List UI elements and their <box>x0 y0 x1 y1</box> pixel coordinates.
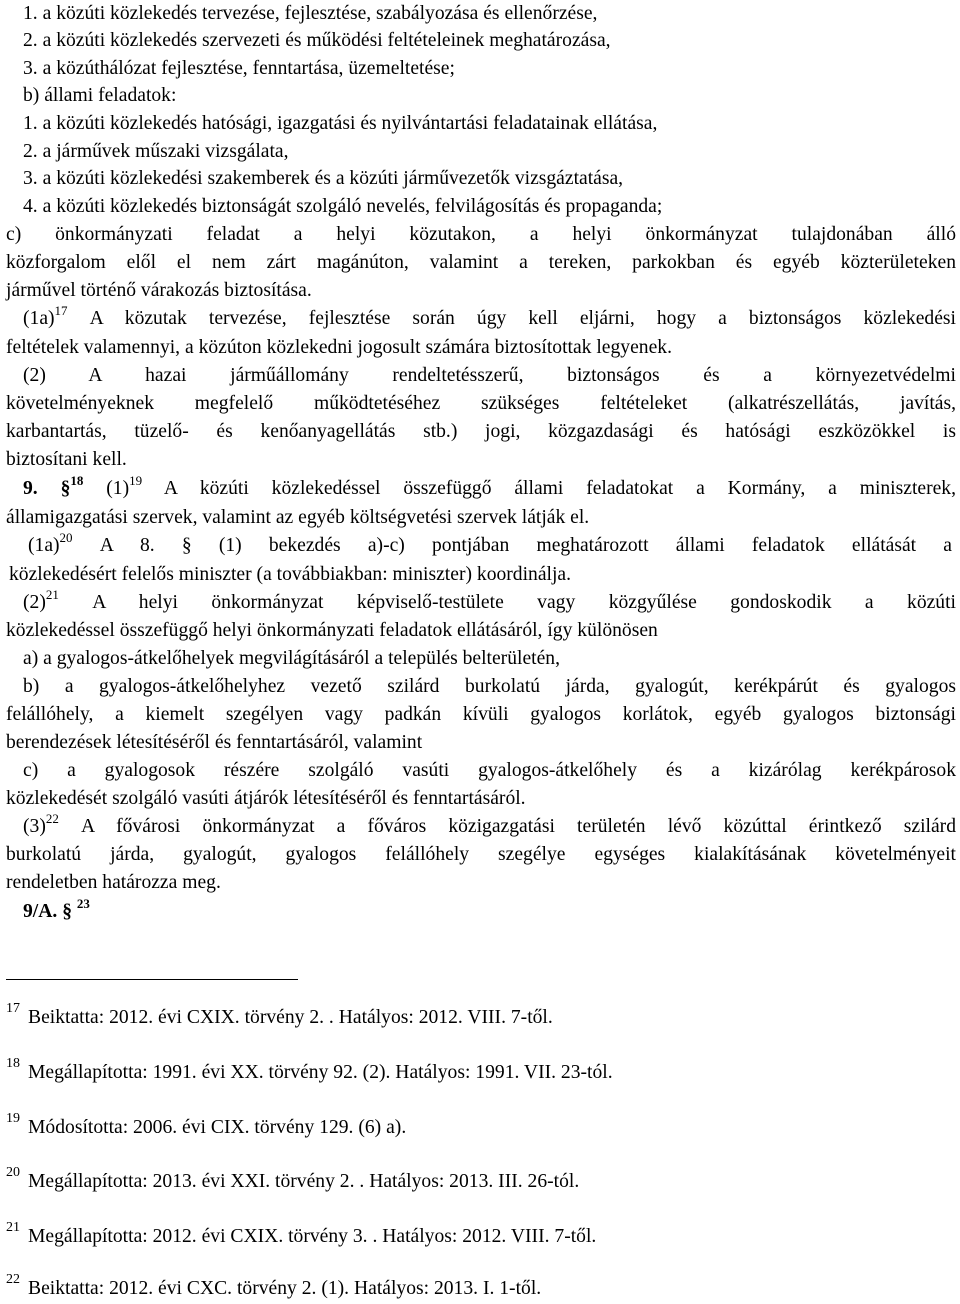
footnote-text: Megállapította: 2012. évi CXIX. törvény 3. . Hatályos: 2012. VIII. 7-től. <box>28 1226 597 1247</box>
footnote-19 <box>6 1113 406 1143</box>
footnote-18 <box>6 1058 613 1088</box>
section-9-2-text: A helyi önkormányzat képviselő-testülete vagy közgyűlése gondoskodik a közúti <box>92 592 956 613</box>
section-9-2-item-a: a) a gyalogos-átkelőhelyek megvilágításáról a település belterületén, <box>23 648 560 669</box>
section-9-1a-label: (1a) <box>28 535 60 556</box>
section-9-1a-text: A 8. § (1) bekezdés a)-c) pontjában meghatározott állami feladatok ellátását a <box>99 535 952 556</box>
section-9-2-label: (2) <box>23 592 46 613</box>
footnote-ref-21[interactable]: 21 <box>45 587 59 603</box>
list-item-b1: 1. a közúti közlekedés hatósági, igazgatási és nyilvántartási feladatainak ellátása, <box>23 113 658 134</box>
footnote-number: 21 <box>6 1220 20 1236</box>
footnote-number: 19 <box>6 1111 20 1127</box>
paragraph-2-line-3: karbantartás, tüzelő- és kenőanyagellátás stb.) jogi, közgazdasági és hatósági eszközökkel is <box>6 421 956 442</box>
section-9-line-2: államigazgatási szervek, valamint az egyéb költségvetési szervek látják el. <box>6 507 590 528</box>
section-sign: § <box>60 478 71 499</box>
footnote-ref-18[interactable]: 18 <box>70 473 84 489</box>
footnote-ref-23[interactable]: 23 <box>76 896 90 912</box>
section-9-3-label: (3) <box>23 816 46 837</box>
section-sign: § <box>62 901 72 922</box>
footnote-number: 22 <box>6 1272 20 1288</box>
footnote-ref-17[interactable]: 17 <box>54 303 68 319</box>
footnote-ref-22[interactable]: 22 <box>45 811 59 827</box>
list-item-a3: 3. a közúthálózat fejlesztése, fenntartása, üzemeltetése; <box>23 58 455 79</box>
footnote-17 <box>6 1003 553 1033</box>
list-item-b3: 3. a közúti közlekedési szakemberek és a közúti járművezetők vizsgáztatása, <box>23 168 624 189</box>
section-9-2-item-c-line-2: közlekedését szolgáló vasúti átjárók létesítéséről és fenntartásáról. <box>6 788 526 809</box>
list-item-a2: 2. a közúti közlekedés szervezeti és működési feltételeinek meghatározása, <box>23 30 611 51</box>
list-item-a1: 1. a közúti közlekedés tervezése, fejlesztése, szabályozása és ellenőrzése, <box>23 3 598 24</box>
paragraph-1a-label: (1a) <box>23 308 55 329</box>
footnote-22 <box>6 1274 541 1304</box>
section-9-3-line-3: rendeletben határozza meg. <box>6 872 221 893</box>
section-9-text: A közúti közlekedéssel összefüggő állami feladatokat a Kormány, a miniszterek, <box>163 478 957 499</box>
footnote-separator <box>6 979 298 980</box>
paragraph-1a-text: A közutak tervezése, fejlesztése során úgy kell eljárni, hogy a biztonságos közlekedési <box>89 308 956 329</box>
section-9-2-line-1 <box>23 589 956 616</box>
section-9-1a-line-1 <box>28 532 952 559</box>
paragraph-c-line-3: járművel történő várakozás biztosítása. <box>6 280 312 301</box>
footnote-21 <box>6 1222 596 1252</box>
footnote-ref-20[interactable]: 20 <box>59 530 73 546</box>
paragraph-1a-line-2: feltételek valamennyi, a közúton közlekedni jogosult számára biztosítottak legyenek. <box>6 337 672 358</box>
list-heading-b: b) állami feladatok: <box>23 85 177 106</box>
section-9-3-text: A fővárosi önkormányzat a főváros közigazgatási területén lévő közúttal érintkező szilárd <box>80 816 956 837</box>
section-9-3-line-1 <box>23 813 956 840</box>
footnote-number: 17 <box>6 1001 20 1017</box>
footnote-number: 20 <box>6 1165 20 1181</box>
section-9-2-item-b-line-3: berendezések létesítéséről és fenntartásáról, valamint <box>6 732 423 753</box>
paragraph-1a-line-1 <box>23 305 956 332</box>
section-9-paragraph-1-label: (1) <box>106 478 130 499</box>
footnote-text: Megállapította: 1991. évi XX. törvény 92. (2). Hatályos: 1991. VII. 23-tól. <box>28 1062 613 1083</box>
paragraph-c-line-2: közforgalom elől el nem zárt magánúton, valamint a tereken, parkokban és egyéb közterületeken <box>6 252 956 273</box>
section-9-3-line-2: burkolatú járda, gyalogút, gyalogos felállóhely szegélye egységes kialakításának követelményeit <box>6 844 956 865</box>
section-9-1a-line-2: közlekedésért felelős miniszter (a továbbiakban: miniszter) koordinálja. <box>9 564 572 585</box>
paragraph-2-line-2: követelményeknek megfelelő működtetéséhez szükséges feltételeket (alkatrészellátás, javítás, <box>6 393 956 414</box>
section-9-2-item-b-line-2: felállóhely, a kiemelt szegélyen vagy padkán kívüli gyalogos korlátok, egyéb gyalogos biztonsági <box>6 704 956 725</box>
footnote-text: Beiktatta: 2012. évi CXIX. törvény 2. . Hatályos: 2012. VIII. 7-től. <box>28 1007 553 1028</box>
section-9-2-item-b-line-1: b) a gyalogos-átkelőhelyhez vezető szilárd burkolatú járda, gyalogút, kerékpárút és gyalogos <box>23 676 956 697</box>
section-9a-heading <box>23 898 90 925</box>
paragraph-2-line-1: (2) A hazai járműállomány rendeltetésszerű, biztonságos és a környezetvédelmi <box>23 365 956 386</box>
paragraph-2-line-4: biztosítani kell. <box>6 449 127 470</box>
list-item-b4: 4. a közúti közlekedés biztonságát szolgáló nevelés, felvilágosítás és propaganda; <box>23 196 663 217</box>
section-9-number: 9. <box>23 478 38 499</box>
footnote-20 <box>6 1167 579 1197</box>
section-9-2-item-c-line-1: c) a gyalogosok részére szolgáló vasúti gyalogos-átkelőhely és a kizárólag kerékpárosok <box>23 760 956 781</box>
footnote-ref-19[interactable]: 19 <box>129 473 143 489</box>
section-9-line-1 <box>23 475 956 502</box>
section-9-2-line-2: közlekedéssel összefüggő helyi önkormányzati feladatok ellátásáról, így különösen <box>6 620 658 641</box>
footnote-number: 18 <box>6 1056 20 1072</box>
footnote-text: Megállapította: 2013. évi XXI. törvény 2. . Hatályos: 2013. III. 26-tól. <box>28 1171 580 1192</box>
section-9a-number: 9/A. <box>23 901 58 922</box>
footnote-text: Módosította: 2006. évi CIX. törvény 129. (6) a). <box>28 1117 407 1138</box>
footnote-text: Beiktatta: 2012. évi CXC. törvény 2. (1). Hatályos: 2013. I. 1-től. <box>28 1278 542 1299</box>
paragraph-c-line-1: c) önkormányzati feladat a helyi közutakon, a helyi önkormányzat tulajdonában álló <box>6 224 956 245</box>
list-item-b2: 2. a járművek műszaki vizsgálata, <box>23 141 289 162</box>
